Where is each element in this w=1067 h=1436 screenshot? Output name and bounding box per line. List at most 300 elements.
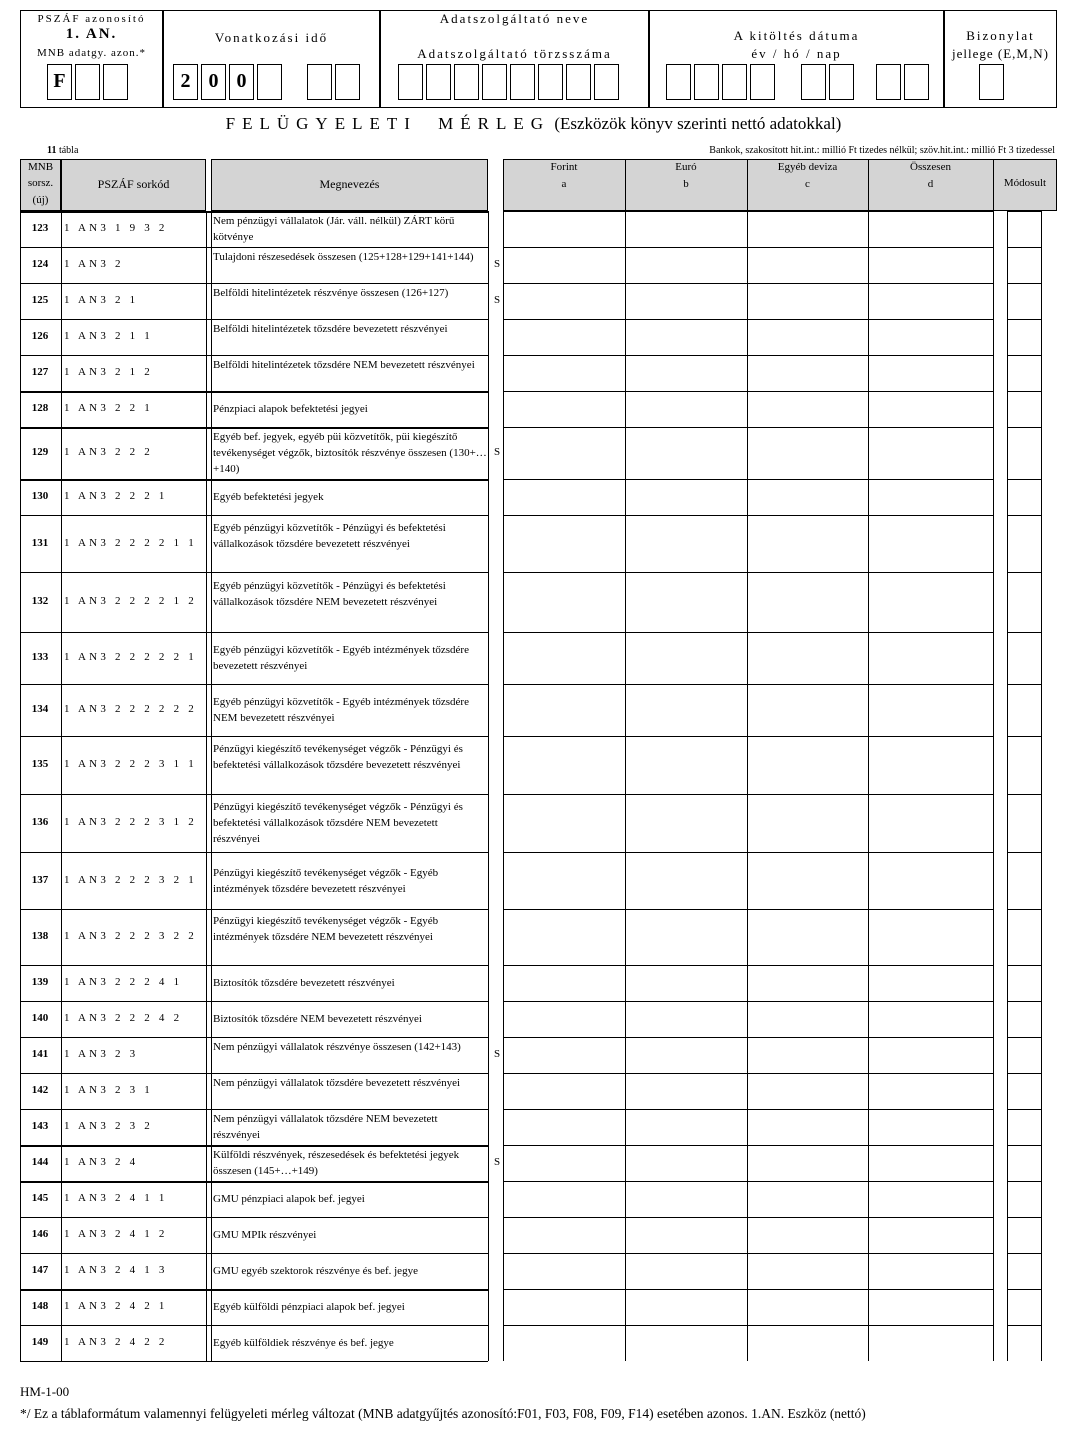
value-cell-modified[interactable] [1007,355,1041,391]
grid-hline [20,1253,488,1254]
row-number: 143 [31,1120,49,1132]
row-name: GMU MPIk részvényei [213,1229,317,1241]
grid-vline [20,211,21,1361]
row-name: Pénzügyi kiegészítő tevékenységet végzők - Pénzügyi és befektetési vállalkozások tőzsdére bevezetett részvényei [213,743,463,771]
value-cell-total[interactable] [868,427,993,479]
row-code: 1 AN3 2 4 2 2 [64,1336,168,1348]
value-cell-modified[interactable] [1007,1145,1041,1181]
fill-date-sub: év / hó / nap [751,46,842,61]
row-number: 144 [31,1156,49,1168]
provider-reg-cell-4[interactable] [482,64,507,100]
pszaf-id-box [20,10,163,108]
value-cell-forint[interactable] [503,1289,625,1325]
row-number: 130 [31,490,49,502]
reference-time-cell-3[interactable]: 0 [229,64,254,100]
value-cell-total[interactable] [868,1325,993,1361]
provider-name-label: Adatszolgáltató neve [439,11,590,26]
col-total-label: Összesen [910,161,951,173]
row-code: 1 AN3 2 [64,258,124,270]
col-forint-letter: a [561,178,567,190]
value-cell-euro[interactable] [625,319,747,355]
provider-reg-cell-1[interactable] [398,64,423,100]
value-cell-other[interactable] [747,1253,868,1289]
value-cell-total[interactable] [868,1145,993,1181]
row-code: 1 AN3 2 2 2 4 1 [64,976,183,988]
row-name: Nem pénzügyi vállalatok részvénye összesen (142+143) [213,1041,461,1053]
value-cell-euro[interactable] [625,1145,747,1181]
row-name: Pénzpiaci alapok befektetési jegyei [213,403,368,415]
grid-hline [20,909,488,910]
value-cell-other[interactable] [747,736,868,794]
value-cell-modified[interactable] [1007,572,1041,632]
value-cell-forint[interactable] [503,1217,625,1253]
row-name: Pénzügyi kiegészítő tevékenységet végzők - Pénzügyi és befektetési vállalkozások tőzsdére NEM bevezetett részvényei [213,801,463,845]
row-number: 145 [31,1192,49,1204]
grid-hline [20,427,488,429]
grid-hline [20,1037,488,1038]
grid-vline [61,211,62,1361]
value-cell-total[interactable] [868,1109,993,1145]
provider-reg-cell-7[interactable] [566,64,591,100]
value-cell-euro[interactable] [625,247,747,283]
value-cell-euro[interactable] [625,1253,747,1289]
grid-hline [20,355,488,356]
col-total-letter: d [927,178,934,190]
value-cell-forint[interactable] [503,1037,625,1073]
grid-hline [20,247,488,248]
value-cell-forint[interactable] [503,355,625,391]
col-modified-header [993,159,1057,211]
title-tail: (Eszközök könyv szerinti nettó adatokkal) [554,114,842,133]
col-euro-letter: b [683,178,689,190]
value-cell-forint[interactable] [503,1325,625,1361]
row-sum-flag: S [493,258,501,270]
value-cell-euro[interactable] [625,427,747,479]
value-cell-forint[interactable] [503,684,625,736]
provider-reg-cell-8[interactable] [594,64,619,100]
value-cell-other[interactable] [747,1001,868,1037]
doc-type-sub: jellege (E,M,N) [952,46,1049,61]
row-number: 124 [31,258,49,270]
fill-date-year-4[interactable] [750,64,775,100]
grid-hline [20,852,488,853]
reference-time-cell-5[interactable] [307,64,332,100]
col-name-header [211,159,488,211]
row-code: 1 AN3 2 2 1 [64,402,153,414]
value-cell-forint[interactable] [503,211,625,247]
value-cell-modified[interactable] [1007,1001,1041,1037]
reference-time-cell-4[interactable] [257,64,282,100]
row-name: Egyéb pénzügyi közvetítők - Egyéb intézmények tőzsdére bevezetett részvényei [213,644,469,672]
row-name: Egyéb külföldi pénzpiaci alapok bef. jegyei [213,1301,405,1313]
value-cell-total[interactable] [868,684,993,736]
value-cell-forint[interactable] [503,1001,625,1037]
grid-hline [20,391,488,393]
title-word-1: FELÜGYELETI [225,114,417,133]
row-number: 148 [31,1300,49,1312]
value-cell-other[interactable] [747,355,868,391]
value-cell-other[interactable] [747,283,868,319]
value-cell-euro[interactable] [625,391,747,427]
value-cell-other[interactable] [747,684,868,736]
value-cell-modified[interactable] [1007,852,1041,909]
value-cell-modified[interactable] [1007,1181,1041,1217]
col-modified-label: Módosult [1003,177,1047,189]
provider-reg-label: Adatszolgáltató törzsszáma [417,46,612,61]
value-cell-other[interactable] [747,794,868,852]
mnb-id-cell-1[interactable]: F [47,64,72,100]
value-cell-euro[interactable] [625,1073,747,1109]
value-cell-other[interactable] [747,1109,868,1145]
fill-date-label: A kitöltés dátuma [733,28,860,43]
row-name: Biztosítók tőzsdére NEM bevezetett részvényei [213,1013,422,1025]
col-mnb-line-2: sorsz. [27,177,54,189]
value-cell-euro[interactable] [625,909,747,965]
table-number-value: 11 [47,145,57,156]
value-cell-euro[interactable] [625,479,747,515]
value-cell-euro[interactable] [625,1037,747,1073]
value-cell-other[interactable] [747,515,868,572]
grid-hline [20,1001,488,1002]
value-cell-forint[interactable] [503,909,625,965]
doc-type-box [944,10,1057,108]
grid-hline [20,283,488,284]
row-number: 149 [31,1336,49,1348]
row-sum-flag: S [493,294,501,306]
grid-hline [20,1073,488,1074]
col-other-label: Egyéb deviza [777,161,838,173]
value-cell-forint[interactable] [503,1181,625,1217]
value-cell-other[interactable] [747,965,868,1001]
row-code: 1 AN3 2 3 [64,1048,139,1060]
value-cell-modified[interactable] [1007,1253,1041,1289]
value-cell-total[interactable] [868,572,993,632]
fill-date-year-2[interactable] [694,64,719,100]
col-euro-header [625,159,747,211]
row-name: Egyéb pénzügyi közvetítők - Egyéb intézmények tőzsdére NEM bevezetett részvényei [213,696,469,724]
value-cell-total[interactable] [868,1073,993,1109]
provider-reg-cell-2[interactable] [426,64,451,100]
row-name: Külföldi részvények, részesedések és befektetési jegyek összesen (145+…+149) [213,1149,460,1177]
col-pszaf-header [61,159,206,211]
row-code: 1 AN3 2 1 [64,294,139,306]
value-cell-euro[interactable] [625,965,747,1001]
fill-date-month-1[interactable] [801,64,826,100]
row-name: Egyéb pénzügyi közvetítők - Pénzügyi és befektetési vállalkozások tőzsdére bevezetett részvényei [213,522,446,550]
grid-hline [20,1145,488,1147]
value-cell-total[interactable] [868,1289,993,1325]
value-cell-modified[interactable] [1007,909,1041,965]
row-name: Egyéb bef. jegyek, egyéb püi közvetítők, püi kiegészítő tevékenységet végzők, biztosítók részvénye összesen (130+…+140) [213,431,487,475]
row-code: 1 AN3 2 2 2 2 2 1 [64,651,197,663]
grid-hline [20,515,488,516]
row-number: 147 [31,1264,49,1276]
value-cell-modified[interactable] [1007,1217,1041,1253]
value-cell-total[interactable] [868,1253,993,1289]
provider-reg-cell-5[interactable] [510,64,535,100]
grid-hline [20,632,488,633]
value-cell-total[interactable] [868,909,993,965]
reference-time-cell-2[interactable]: 0 [201,64,226,100]
value-cell-other[interactable] [747,247,868,283]
mnb-id-label: MNB adatgy. azon.* [37,47,146,59]
row-code: 1 AN3 2 2 2 3 2 1 [64,874,197,886]
value-cell-total[interactable] [868,391,993,427]
grid-hline [20,794,488,795]
row-code: 1 AN3 2 2 2 2 1 1 [64,537,197,549]
value-cell-forint[interactable] [503,965,625,1001]
row-number: 125 [31,294,49,306]
value-cell-modified[interactable] [1007,1289,1041,1325]
value-cell-total[interactable] [868,794,993,852]
grid-hline [20,684,488,685]
value-cell-euro[interactable] [625,1217,747,1253]
value-cell-forint[interactable] [503,1145,625,1181]
value-cell-forint[interactable] [503,1073,625,1109]
value-cell-euro[interactable] [625,1001,747,1037]
value-cell-euro[interactable] [625,283,747,319]
value-cell-total[interactable] [868,632,993,684]
value-cell-modified[interactable] [1007,211,1041,247]
value-cell-forint[interactable] [503,283,625,319]
value-cell-modified[interactable] [1007,794,1041,852]
value-cell-euro[interactable] [625,852,747,909]
row-number: 136 [31,816,49,828]
value-cell-euro[interactable] [625,1109,747,1145]
value-cell-total[interactable] [868,479,993,515]
fill-date-month-2[interactable] [829,64,854,100]
value-cell-modified[interactable] [1007,479,1041,515]
value-cell-modified[interactable] [1007,391,1041,427]
grid-vline [993,211,994,1361]
row-code: 1 AN3 2 2 2 3 2 2 [64,930,197,942]
value-cell-other[interactable] [747,909,868,965]
row-name: Egyéb külföldiek részvénye és bef. jegye [213,1337,394,1349]
value-cell-forint[interactable] [503,852,625,909]
value-cell-forint[interactable] [503,572,625,632]
value-cell-euro[interactable] [625,572,747,632]
row-number: 126 [31,330,49,342]
row-number: 123 [31,222,49,234]
value-cell-total[interactable] [868,247,993,283]
value-cell-modified[interactable] [1007,632,1041,684]
row-number: 131 [31,537,49,549]
value-cell-other[interactable] [747,1145,868,1181]
grid-hline [20,479,488,481]
value-cell-euro[interactable] [625,355,747,391]
mnb-id-cell-2[interactable] [75,64,100,100]
row-number: 135 [31,758,49,770]
fill-date-day-1[interactable] [876,64,901,100]
title-word-2: MÉRLEG [438,114,551,133]
value-cell-other[interactable] [747,1037,868,1073]
value-cell-modified[interactable] [1007,319,1041,355]
row-number: 139 [31,976,49,988]
row-name: Pénzügyi kiegészítő tevékenységet végzők - Egyéb intézmények tőzsdére NEM bevezetett részvényei [213,915,439,943]
row-number: 138 [31,930,49,942]
value-cell-total[interactable] [868,1001,993,1037]
table-number [47,145,78,156]
grid-hline [20,965,488,966]
row-name: Nem pénzügyi vállalatok tőzsdére bevezetett részvényei [213,1077,461,1089]
row-sum-flag: S [493,446,501,458]
grid-hline [20,211,488,213]
row-name: GMU pénzpiaci alapok bef. jegyei [213,1193,365,1205]
row-number: 141 [31,1048,49,1060]
value-cell-forint[interactable] [503,427,625,479]
value-cell-other[interactable] [747,852,868,909]
value-cell-other[interactable] [747,572,868,632]
grid-vline [206,211,207,1361]
row-number: 140 [31,1012,49,1024]
value-cell-total[interactable] [868,1037,993,1073]
value-cell-forint[interactable] [503,1109,625,1145]
value-cell-euro[interactable] [625,632,747,684]
reference-time-cell-6[interactable] [335,64,360,100]
row-name: Belföldi hitelintézetek részvénye összesen (126+127) [213,287,449,299]
value-cell-other[interactable] [747,211,868,247]
row-name: Belföldi hitelintézetek tőzsdére bevezetett részvényei [213,323,448,335]
form-code: HM-1-00 [20,1384,70,1399]
row-name: Pénzügyi kiegészítő tevékenységet végzők - Egyéb intézmények tőzsdére bevezetett részvényei [213,867,439,895]
value-cell-other[interactable] [747,319,868,355]
fill-date-year-3[interactable] [722,64,747,100]
row-code: 1 AN3 2 3 2 [64,1120,153,1132]
value-cell-forint[interactable] [503,391,625,427]
provider-reg-cell-6[interactable] [538,64,563,100]
col-total-header [868,159,993,211]
value-cell-other[interactable] [747,1073,868,1109]
grid-vline [211,211,212,1361]
row-code: 1 AN3 1 9 3 2 [64,222,168,234]
value-cell-forint[interactable] [503,632,625,684]
value-cell-euro[interactable] [625,211,747,247]
row-code: 1 AN3 2 4 1 2 [64,1228,168,1240]
value-cell-euro[interactable] [625,1325,747,1361]
value-cell-other[interactable] [747,1217,868,1253]
value-cell-total[interactable] [868,1217,993,1253]
col-mnb-line-1: MNB [27,161,54,173]
col-other-letter: c [805,178,810,190]
row-name: Nem pénzügyi vállalatok (Jár. váll. nélkül) ZÁRT körű kötvénye [213,215,455,243]
value-cell-modified[interactable] [1007,1037,1041,1073]
doc-type-label: Bizonylat [966,28,1035,43]
value-cell-forint[interactable] [503,1253,625,1289]
value-cell-modified[interactable] [1007,1325,1041,1361]
value-cell-modified[interactable] [1007,247,1041,283]
row-code: 1 AN3 2 4 1 1 [64,1192,168,1204]
value-cell-euro[interactable] [625,684,747,736]
value-cell-forint[interactable] [503,794,625,852]
fill-date-day-2[interactable] [904,64,929,100]
value-cell-other[interactable] [747,479,868,515]
value-cell-other[interactable] [747,391,868,427]
value-cell-other[interactable] [747,1289,868,1325]
row-code: 1 AN3 2 2 2 [64,446,153,458]
value-cell-modified[interactable] [1007,427,1041,479]
grid-vline [1041,211,1042,1361]
row-number: 129 [31,446,49,458]
grid-hline [20,1109,488,1110]
value-cell-modified[interactable] [1007,736,1041,794]
value-cell-forint[interactable] [503,479,625,515]
pszaf-id-label: PSZÁF azonosító [37,13,146,25]
value-cell-total[interactable] [868,1181,993,1217]
value-cell-other[interactable] [747,427,868,479]
value-cell-total[interactable] [868,211,993,247]
mnb-id-cell-3[interactable] [103,64,128,100]
provider-box [380,10,649,108]
row-name: Nem pénzügyi vállalatok tőzsdére NEM bevezetett részvényei [213,1113,438,1141]
row-code: 1 AN3 2 1 2 [64,366,153,378]
col-forint-label: Forint [550,161,578,173]
value-cell-modified[interactable] [1007,515,1041,572]
row-name: Belföldi hitelintézetek tőzsdére NEM bevezetett részvényei [213,359,475,371]
value-cell-other[interactable] [747,1181,868,1217]
value-cell-euro[interactable] [625,1181,747,1217]
value-cell-total[interactable] [868,852,993,909]
value-cell-forint[interactable] [503,736,625,794]
provider-reg-cell-3[interactable] [454,64,479,100]
value-cell-modified[interactable] [1007,283,1041,319]
fill-date-year-1[interactable] [666,64,691,100]
value-cell-forint[interactable] [503,319,625,355]
row-code: 1 AN3 2 2 2 2 1 2 [64,595,197,607]
value-cell-total[interactable] [868,355,993,391]
value-cell-modified[interactable] [1007,965,1041,1001]
value-cell-euro[interactable] [625,794,747,852]
row-name: Egyéb befektetési jegyek [213,491,324,503]
reference-time-box [163,10,380,108]
value-cell-euro[interactable] [625,736,747,794]
value-cell-total[interactable] [868,515,993,572]
units-note: Bankok, szakosított hit.int.: millió Ft tizedes nélkül; szöv.hit.int.: millió Ft 3 tizedessel [709,145,1055,156]
grid-hline [20,1217,488,1218]
grid-hline [20,1325,488,1326]
col-other-header [747,159,868,211]
reference-time-label: Vonatkozási idő [214,30,329,45]
value-cell-total[interactable] [868,736,993,794]
row-name: Biztosítók tőzsdére bevezetett részvényei [213,977,395,989]
value-cell-euro[interactable] [625,515,747,572]
value-cell-euro[interactable] [625,1289,747,1325]
doc-type-cell[interactable] [979,64,1004,100]
reference-time-cell-1[interactable]: 2 [173,64,198,100]
value-cell-total[interactable] [868,965,993,1001]
grid-hline [20,736,488,737]
value-cell-other[interactable] [747,1325,868,1361]
col-mnb-header [20,159,61,211]
value-cell-total[interactable] [868,319,993,355]
row-code: 1 AN3 2 4 2 1 [64,1300,168,1312]
value-cell-modified[interactable] [1007,1073,1041,1109]
table-number-word: tábla [58,145,79,156]
row-code: 1 AN3 2 2 2 2 2 2 [64,703,197,715]
value-cell-forint[interactable] [503,515,625,572]
row-code: 1 AN3 2 4 [64,1156,139,1168]
value-cell-forint[interactable] [503,247,625,283]
row-number: 137 [31,874,49,886]
value-cell-modified[interactable] [1007,1109,1041,1145]
value-cell-total[interactable] [868,283,993,319]
row-code: 1 AN3 2 4 1 3 [64,1264,168,1276]
value-cell-other[interactable] [747,632,868,684]
row-sum-flag: S [493,1048,501,1060]
row-code: 1 AN3 2 2 2 4 2 [64,1012,183,1024]
row-code: 1 AN3 2 1 1 [64,330,153,342]
value-cell-modified[interactable] [1007,684,1041,736]
grid-vline [488,211,489,1361]
